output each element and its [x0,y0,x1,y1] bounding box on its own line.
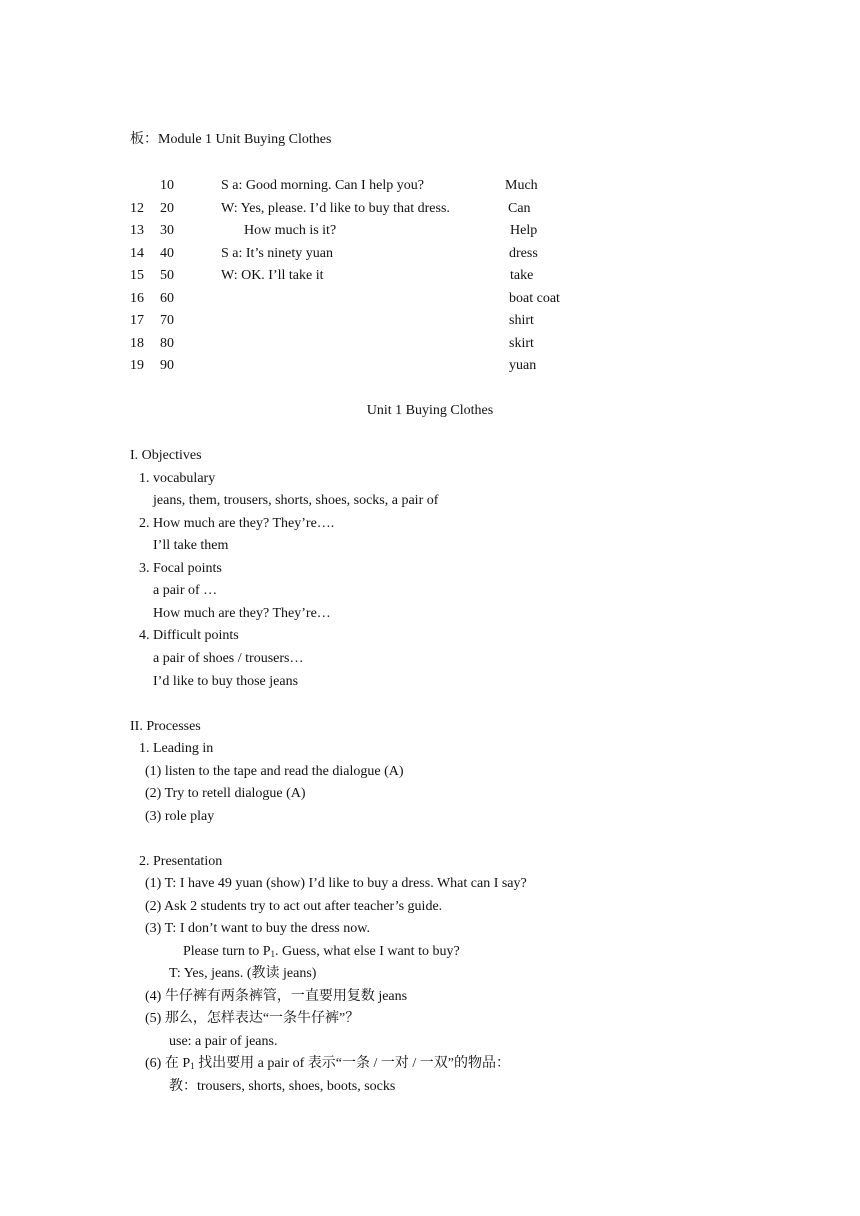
board-score-b: 30 [160,223,174,238]
board-word: skirt [509,336,534,351]
board-dialogue: S a: It’s ninety yuan [221,246,333,261]
process-detail: 教：trousers, shorts, shoes, boots, socks [169,1079,396,1094]
board-word: boat coat [509,291,560,306]
board-score-a: 12 [130,201,144,216]
board-word: Help [510,223,538,238]
board-score-a: 15 [130,268,144,283]
board-word: yuan [509,358,537,373]
board-dialogue: W: Yes, please. I’d like to buy that dress. [221,201,450,216]
objective-item: 4. Difficult points [139,628,239,643]
board-score-b: 20 [160,201,174,216]
board-score-b: 70 [160,313,174,328]
board-word: dress [509,246,538,261]
objective-item: 2. How much are they? They’re…. [139,516,335,531]
board-title: 板：Module 1 Unit Buying Clothes [130,132,332,147]
objective-detail: How much are they? They’re… [153,606,331,621]
process-detail [145,1055,510,1073]
objective-item: 3. Focal points [139,561,222,576]
find-in-text: (6) 在 P [145,1056,191,1071]
objective-detail: I’ll take them [153,538,229,553]
board-score-b: 50 [160,268,174,283]
unit-title: Unit 1 Buying Clothes [366,403,494,418]
processes-heading: II. Processes [130,719,201,734]
objective-detail: jeans, them, trousers, shorts, shoes, socks, a pair of [153,493,439,508]
objective-detail: I’d like to buy those jeans [153,674,299,689]
board-dialogue: W: OK. I’ll take it [221,268,324,283]
objective-detail: a pair of shoes / trousers… [153,651,304,666]
board-dialogue: How much is it? [244,223,337,238]
guess-text: . Guess, what else I want to buy? [275,944,460,959]
page-subscript: 1 [270,949,275,959]
objective-item: 1. vocabulary [139,471,216,486]
board-word: Much [505,178,538,193]
board-score-a: 17 [130,313,144,328]
process-item: 1. Leading in [139,741,214,756]
process-item: 2. Presentation [139,854,223,869]
process-detail: (5) 那么，怎样表达“一条牛仔裤”？ [145,1011,360,1026]
board-score-a: 19 [130,358,144,373]
pair-items-text: 找出要用 a pair of 表示“一条 / 一对 / 一双”的物品： [194,1056,510,1071]
process-detail: use: a pair of jeans. [169,1034,278,1049]
process-detail: (4) 牛仔裤有两条裤管，一直要用复数 jeans [145,989,408,1004]
board-score-a: 16 [130,291,144,306]
board-word: Can [508,201,531,216]
turn-to-text: Please turn to P [183,944,271,959]
process-detail: (1) listen to the tape and read the dialogue (A) [145,764,404,779]
board-word: shirt [509,313,534,328]
process-detail: (1) T: I have 49 yuan (show) I’d like to buy a dress. What can I say? [145,876,527,891]
board-dialogue: S a: Good morning. Can I help you? [221,178,424,193]
board-word: take [510,268,534,283]
process-detail: (2) Try to retell dialogue (A) [145,786,306,801]
board-score-a: 18 [130,336,144,351]
board-score-b: 90 [160,358,174,373]
process-detail: (3) role play [145,809,215,824]
process-detail [183,943,460,961]
board-score-a: 14 [130,246,144,261]
board-score-a: 13 [130,223,144,238]
board-score-b: 60 [160,291,174,306]
objective-detail: a pair of … [153,583,218,598]
board-score-b: 80 [160,336,174,351]
process-detail: T: Yes, jeans. (教读 jeans) [169,966,317,981]
process-detail: (2) Ask 2 students try to act out after teacher’s guide. [145,899,443,914]
objectives-heading: I. Objectives [130,448,202,463]
process-detail: (3) T: I don’t want to buy the dress now. [145,921,370,936]
board-score-b: 10 [160,178,174,193]
page-subscript: 1 [190,1061,195,1071]
board-score-b: 40 [160,246,174,261]
